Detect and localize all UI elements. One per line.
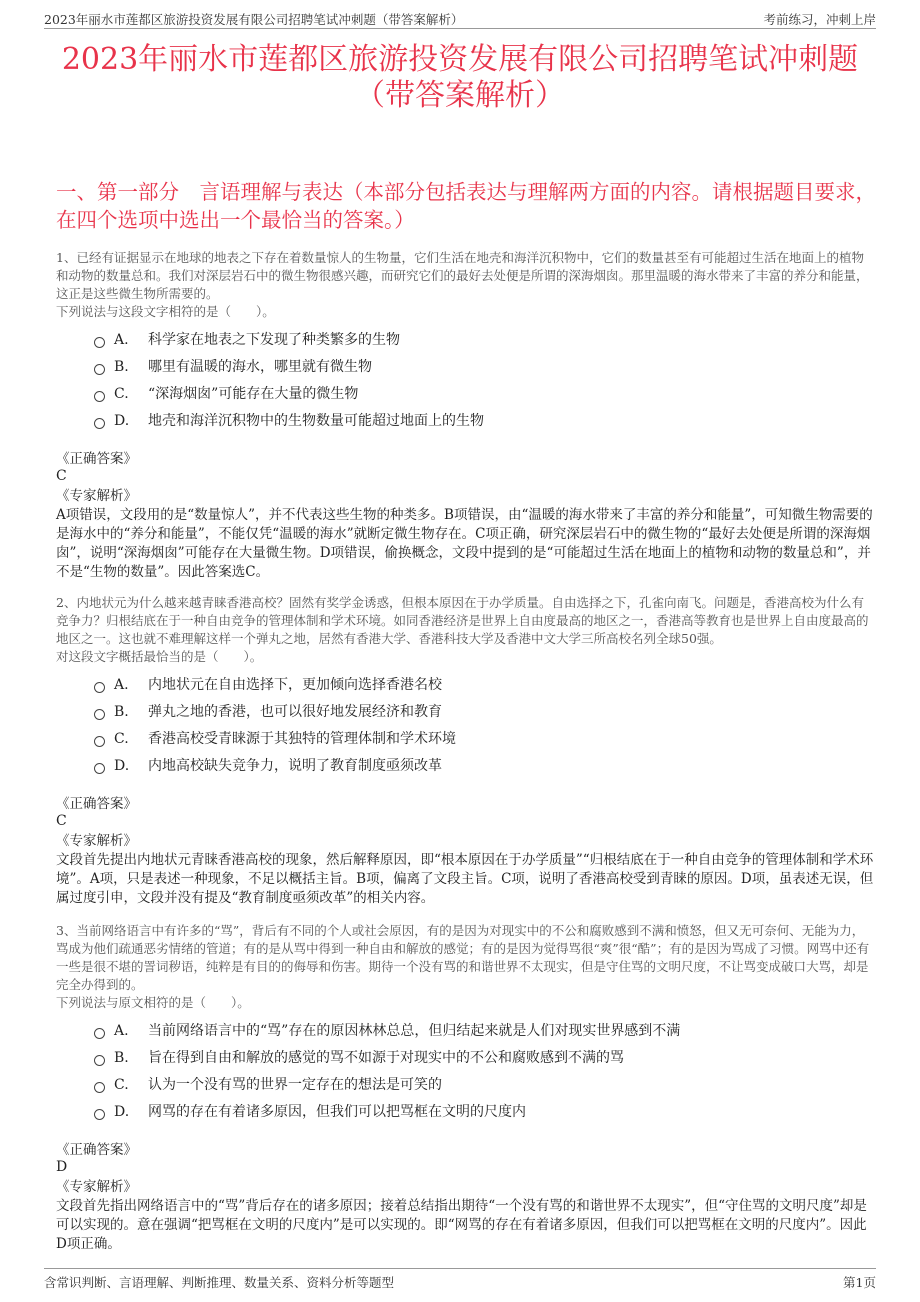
question-prompt: 下列说法与这段文字相符的是（ ）。 — [56, 304, 275, 319]
radio-icon[interactable] — [94, 418, 105, 429]
header-title: 2023年丽水市莲都区旅游投资发展有限公司招聘笔试冲刺题（带答案解析） — [44, 12, 464, 27]
radio-icon[interactable] — [94, 1028, 105, 1039]
option-text: “深海烟囱”可能存在大量的微生物 — [148, 386, 359, 402]
option-text: 弹丸之地的香港，也可以很好地发展经济和教育 — [148, 704, 442, 720]
option-a[interactable] — [94, 327, 876, 354]
radio-icon[interactable] — [94, 1082, 105, 1093]
radio-icon[interactable] — [94, 337, 105, 348]
option-text: 科学家在地表之下发现了种类繁多的生物 — [148, 332, 400, 348]
radio-icon[interactable] — [94, 1109, 105, 1120]
title-line-2: （带答案解析） — [355, 78, 565, 113]
radio-icon[interactable] — [94, 682, 105, 693]
option-key: B. — [114, 359, 129, 375]
option-list — [94, 672, 876, 780]
option-key: A. — [114, 332, 129, 348]
question-prompt: 下列说法与原文相符的是（ ）。 — [56, 995, 250, 1010]
option-key: D. — [114, 758, 130, 774]
explanation-text: 文段首先指出网络语言中的“骂”背后存在的诸多原因；接着总结指出期待“一个没有骂的和谐世界不太现实”，但“守住骂的文明尺度”却是可以实现的。意在强调“把骂框在文明的尺度内”是可以实现的。即“网骂的存在有着诸多原因，但我们可以把骂框在文明的尺度内”。因此D项正确。 — [56, 1198, 867, 1252]
option-c[interactable] — [94, 726, 876, 753]
option-key: D. — [114, 1104, 130, 1120]
explanation-label: 《专家解析》 — [56, 488, 137, 504]
page-number: 第1页 — [843, 1275, 876, 1290]
radio-icon[interactable] — [94, 391, 105, 402]
explanation-text: 文段首先提出内地状元青睐香港高校的现象，然后解释原因，即“根本原因在于办学质量”“归根结底在于一种自由竞争的管理体制和学术环境”。A项，只是表述一种现象，不足以概括主旨。B项，偏离了文段主旨。C项，说明了香港高校受到青睐的原因。D项，虽表述无误，但属过度引申，文段并没有提及“教育制度亟须改革”的相关内容。 — [56, 852, 874, 906]
question-stem: 3、当前网络语言中有许多的“骂”，背后有不同的个人或社会原因，有的是因为对现实中的不公和腐败感到不满和愤怒，但又无可奈何、无能为力，骂成为他们疏通恶劣情绪的管道；有的是从骂中得到一种自由和解放的感觉；有的是因为觉得骂很“爽”很“酷”；有的是因为骂成了习惯。网骂中还有一些是很不堪的詈词秽语，纯粹是有目的的侮辱和伤害。期待一个没有骂的和谐世界不太现实，但是守住骂的文明尺度，不让骂变成破口大骂，却是完全办得到的。 — [56, 923, 870, 992]
option-text: 认为一个没有骂的世界一定存在的想法是可笑的 — [148, 1077, 442, 1093]
option-key: C. — [114, 1077, 129, 1093]
answer-label: 《正确答案》 — [56, 451, 137, 467]
option-text: 网骂的存在有着诸多原因，但我们可以把骂框在文明的尺度内 — [148, 1104, 526, 1120]
explanation-label: 《专家解析》 — [56, 833, 137, 849]
question-stem: 2、内地状元为什么越来越青睐香港高校？固然有奖学金诱惑，但根本原因在于办学质量。自由选择之下，孔雀向南飞。问题是，香港高校为什么有竞争力？归根结底在于一种自由竞争的管理体制和学术环境。如同香港经济是世界上自由度最高的地区之一，香港高等教育也是世界上自由度最高的地区之一。这也就不难理解这样一个弹丸之地，居然有香港大学、香港科技大学及香港中文大学三所高校名列全球50强。 — [56, 595, 869, 646]
option-key: A. — [114, 1023, 129, 1039]
option-b[interactable] — [94, 354, 876, 381]
option-d[interactable] — [94, 408, 876, 435]
question-2 — [56, 594, 876, 908]
option-text: 旨在得到自由和解放的感觉的骂不如源于对现实中的不公和腐败感到不满的骂 — [148, 1050, 624, 1066]
option-text: 地壳和海洋沉积物中的生物数量可能超过地面上的生物 — [148, 413, 484, 429]
title-line-1: 2023年丽水市莲都区旅游投资发展有限公司招聘笔试冲刺题 — [61, 42, 859, 77]
option-a[interactable] — [94, 1018, 876, 1045]
option-key: B. — [114, 1050, 129, 1066]
option-key: C. — [114, 386, 129, 402]
explanation-label: 《专家解析》 — [56, 1179, 137, 1195]
question-prompt: 对这段文字概括最恰当的是（ ）。 — [56, 649, 263, 664]
answer-value: C — [56, 468, 67, 484]
section-heading: 一、第一部分 言语理解与表达（本部分包括表达与理解两方面的内容。请根据题目要求，在四个选项中选出一个最恰当的答案。） — [56, 180, 876, 232]
radio-icon[interactable] — [94, 736, 105, 747]
option-text: 哪里有温暖的海水，哪里就有微生物 — [148, 359, 372, 375]
answer-label: 《正确答案》 — [56, 796, 137, 812]
question-stem: 1、已经有证据显示在地球的地表之下存在着数量惊人的生物量，它们生活在地壳和海洋沉积物中，它们的数量甚至有可能超过生活在地面上的植物和动物的数量总和。我们对深层岩石中的微生物很感兴趣，而研究它们的最好去处便是所谓的深海烟囱。那里温暖的海水带来了丰富的养分和能量，这正是这些微生物所需要的。 — [56, 250, 869, 301]
option-key: A. — [114, 677, 129, 693]
page-footer — [44, 1268, 876, 1291]
answer-value: D — [56, 1159, 68, 1175]
option-text: 当前网络语言中的“骂”存在的原因林林总总，但归结起来就是人们对现实世界感到不满 — [148, 1023, 681, 1039]
option-text: 香港高校受青睐源于其独特的管理体制和学术环境 — [148, 731, 456, 747]
radio-icon[interactable] — [94, 364, 105, 375]
radio-icon[interactable] — [94, 709, 105, 720]
footer-note: 含常识判断、言语理解、判断推理、数量关系、资料分析等题型 — [44, 1275, 395, 1290]
option-text: 内地状元在自由选择下，更加倾向选择香港名校 — [148, 677, 442, 693]
page-header — [44, 8, 876, 29]
option-list — [94, 327, 876, 435]
option-key: B. — [114, 704, 129, 720]
option-list — [94, 1018, 876, 1126]
option-text: 内地高校缺失竞争力，说明了教育制度亟须改革 — [148, 758, 442, 774]
document-title — [40, 42, 880, 114]
radio-icon[interactable] — [94, 763, 105, 774]
option-c[interactable] — [94, 381, 876, 408]
option-b[interactable] — [94, 699, 876, 726]
option-a[interactable] — [94, 672, 876, 699]
question-1 — [56, 249, 876, 582]
answer-label: 《正确答案》 — [56, 1142, 137, 1158]
answer-value: C — [56, 813, 67, 829]
option-d[interactable] — [94, 1099, 876, 1126]
explanation-text: A项错误，文段用的是“数量惊人”，并不代表这些生物的种类多。B项错误，由“温暖的海水带来了丰富的养分和能量”，可知微生物需要的是海水中的“养分和能量”，不能仅凭“温暖的海水”就断定微生物存在。C项正确，研究深层岩石中的微生物的“最好去处便是所谓的深海烟囱”，说明“深海烟囱”可能存在大量微生物。D项错误，偷换概念，文段中提到的是“可能超过生活在地面上的植物和动物的数量总和”，并不是“生物的数量”。因此答案选C。 — [56, 507, 873, 580]
header-slogan: 考前练习，冲刺上岸 — [763, 12, 876, 27]
radio-icon[interactable] — [94, 1055, 105, 1066]
option-b[interactable] — [94, 1045, 876, 1072]
option-c[interactable] — [94, 1072, 876, 1099]
option-d[interactable] — [94, 753, 876, 780]
option-key: D. — [114, 413, 130, 429]
option-key: C. — [114, 731, 129, 747]
question-3 — [56, 922, 876, 1254]
